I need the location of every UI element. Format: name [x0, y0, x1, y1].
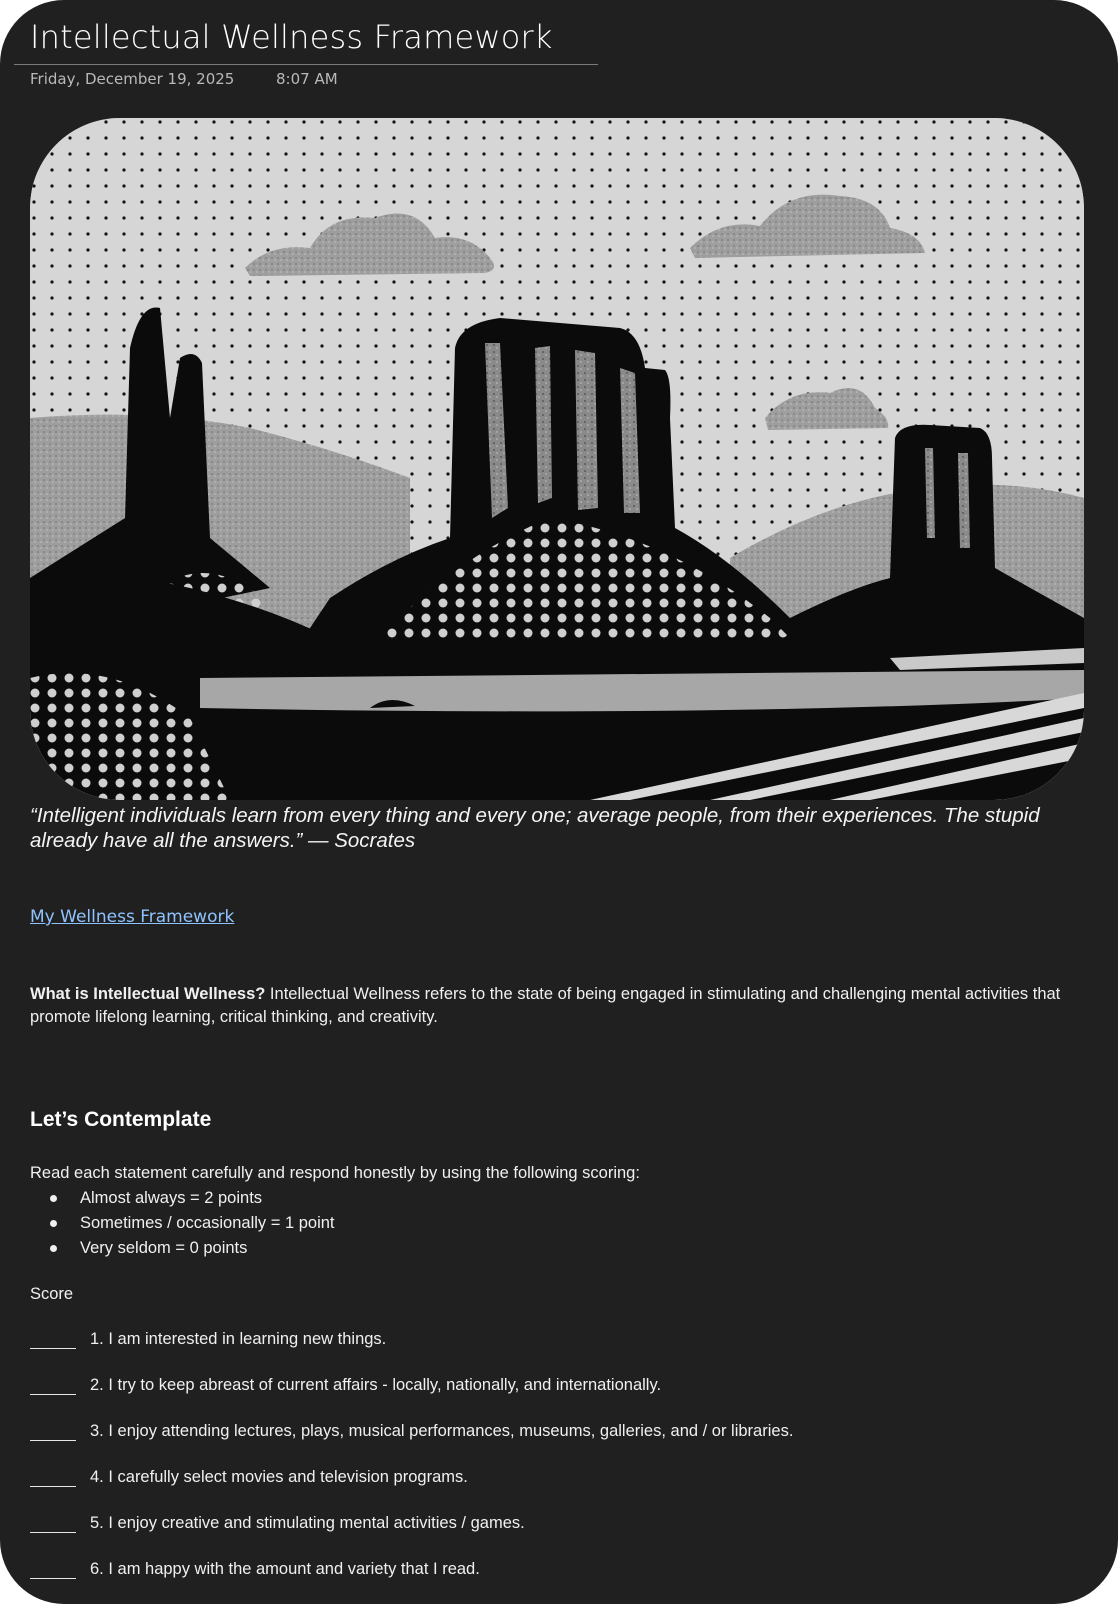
bullet-icon [50, 1195, 57, 1202]
score-blank[interactable] [30, 1422, 76, 1441]
definition-text: Intellectual Wellness refers to the state of being engaged in stimulating and challenging mental activities that promote lifelong learning, critical thinking, and creativity. [30, 985, 1061, 1026]
statement-text: 2. I try to keep abreast of current affairs - locally, nationally, and internationally. [90, 1376, 662, 1394]
statement-text: 5. I enjoy creative and stimulating mental activities / games. [90, 1514, 525, 1532]
statement-text: 4. I carefully select movies and television programs. [90, 1468, 468, 1486]
definition-term: What is Intellectual Wellness? [30, 985, 266, 1003]
page-date: Friday, December 19, 2025 [30, 70, 235, 88]
scoring-intro: Read each statement carefully and respond honestly by using the following scoring: [30, 1164, 640, 1182]
monument-valley-icon [30, 118, 1084, 800]
list-item [30, 1236, 335, 1261]
statement-row [30, 1422, 793, 1446]
score-blank[interactable] [30, 1514, 76, 1533]
score-blank[interactable] [30, 1330, 76, 1349]
scoring-list [30, 1186, 335, 1261]
score-blank[interactable] [30, 1560, 76, 1579]
wellness-framework-link[interactable]: My Wellness Framework [30, 907, 235, 927]
statement-row [30, 1514, 525, 1538]
list-item [30, 1186, 335, 1211]
statement-text: 3. I enjoy attending lectures, plays, musical performances, museums, galleries, and / or libraries. [90, 1422, 794, 1440]
bullet-icon [50, 1245, 57, 1252]
scoring-rule: Very seldom = 0 points [80, 1239, 248, 1257]
title-divider [14, 64, 598, 65]
section-heading: Let’s Contemplate [30, 1108, 212, 1131]
score-blank[interactable] [30, 1376, 76, 1395]
score-blank[interactable] [30, 1468, 76, 1487]
statement-row [30, 1330, 386, 1354]
statement-text: 1. I am interested in learning new things. [90, 1330, 387, 1348]
hero-image [30, 118, 1084, 800]
definition-paragraph [30, 983, 1090, 1029]
bullet-icon [50, 1220, 57, 1227]
statement-row [30, 1376, 661, 1400]
page-time: 8:07 AM [276, 70, 338, 88]
list-item [30, 1211, 335, 1236]
page-title[interactable]: Intellectual Wellness Framework [30, 18, 553, 56]
score-label: Score [30, 1285, 74, 1303]
statement-text: 6. I am happy with the amount and variety that I read. [90, 1560, 480, 1578]
socrates-quote: “Intelligent individuals learn from every thing and every one; average people, from their experiences. The stupid already have all the answers.” — Socrates [30, 804, 1040, 852]
statement-row [30, 1468, 468, 1492]
scoring-rule: Almost always = 2 points [80, 1189, 263, 1207]
statement-row [30, 1560, 480, 1584]
scoring-rule: Sometimes / occasionally = 1 point [80, 1214, 335, 1232]
